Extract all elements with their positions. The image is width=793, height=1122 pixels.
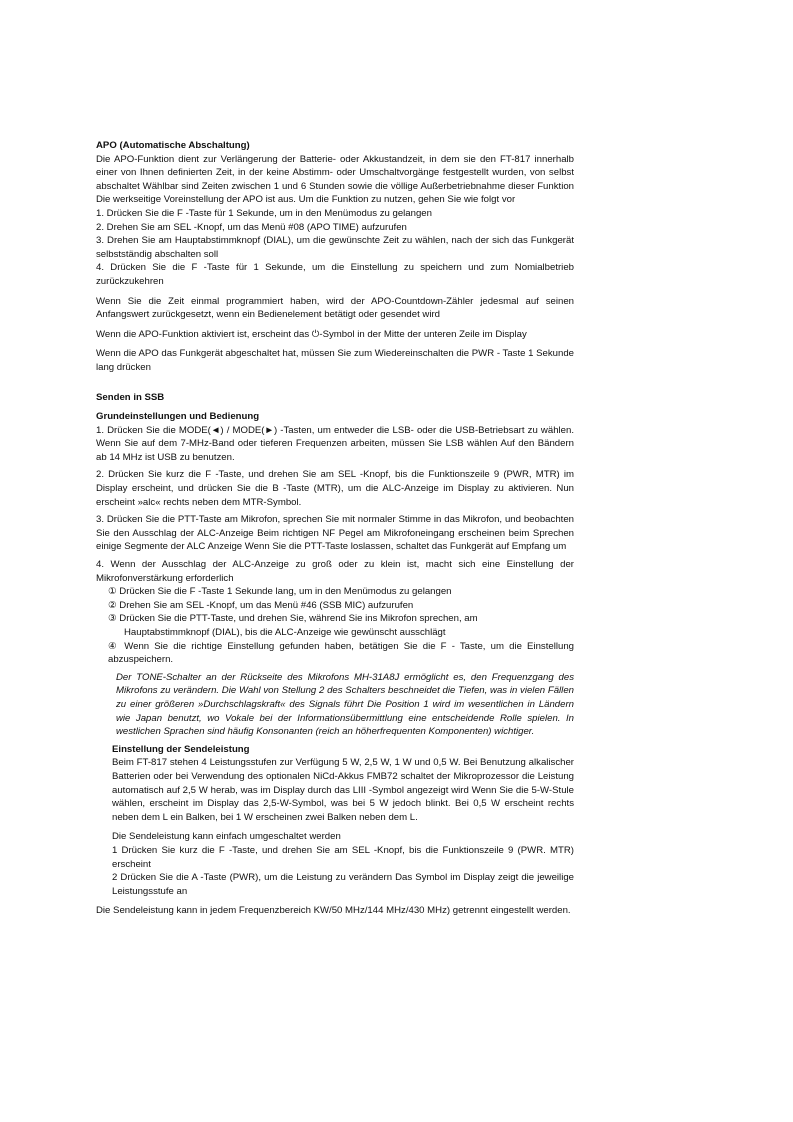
ssb-para-2: 2. Drücken Sie kurz die F -Taste, und drehen Sie am SEL -Knopf, bis die Funktionszeile 9 (PWR, MTR) im Display erscheint, und drücken Sie die B -Taste (MTR), um die ALC-Anzeige im Display zu aktivieren. Nun erscheint »alc« rechts neben dem MTR-Symbol. [96,469,574,508]
apo-step-4: 4. Drücken Sie die F -Taste für 1 Sekunde, um die Einstellung zu speichern und zum Nomialbetrieb zurückzukehren [96,262,574,287]
ssb-substep-3-cont: Hauptabstimmknopf (DIAL), bis die ALC-Anzeige wie gewünscht ausschlägt [124,627,446,638]
apo-heading: APO (Automatische Abschaltung) [96,140,250,151]
apo-step-3: 3. Drehen Sie am Hauptabstimmknopf (DIAL), um die gewünschte Zeit zu wählen, nach der sich das Funkgerät selbstständig abschalten soll [96,235,574,260]
apo-step-2: 2. Drehen Sie am SEL -Knopf, um das Menü #08 (APO TIME) aufzurufen [96,221,407,233]
power-para-4: 2 Drücken Sie die A -Taste (PWR), um die Leistung zu verändern Das Symbol im Display zeigt die jeweilige Leistungsstufe an [112,872,574,897]
apo-note-2: Wenn die APO-Funktion aktiviert ist, erscheint das ⏻-Symbol in der Mitte der unteren Zeile im Display [96,328,527,340]
ssb-substep-2: ② Drehen Sie am SEL -Knopf, um das Menü #46 (SSB MIC) aufzurufen [108,599,414,611]
apo-step-1: 1. Drücken Sie die F -Taste für 1 Sekunde, um in den Menümodus zu gelangen [96,207,432,219]
ssb-substep-3: ③ Drücken Sie die PTT-Taste, und drehen Sie, während Sie ins Mikrofon sprechen, am [108,613,478,625]
ssb-substep-4: ④ Wenn Sie die richtige Einstellung gefunden haben, betätigen Sie die F - Taste, um die Einstellung abzuspeichern. [108,640,574,666]
power-para-5: Die Sendeleistung kann in jedem Frequenzbereich KW/50 MHz/144 MHz/430 MHz) getrennt eingestellt werden. [96,905,571,917]
power-para-3: 1 Drücken Sie kurz die F -Taste, und drehen Sie am SEL -Knopf, bis die Funktionszeile 9 (PWR. MTR) erscheint [112,844,574,870]
page-content [96,139,574,918]
power-heading: Einstellung der Sendeleistung [112,743,250,755]
apo-note-1: Wenn Sie die Zeit einmal programmiert haben, wird der APO-Countdown-Zähler jedesmal auf seinen Anfangswert zurückgesetzt, wenn ein Bedienelement betätigt oder gesendet wird [96,295,574,321]
ssb-para-1: 1. Drücken Sie die MODE(◄) / MODE(►) -Tasten, um entweder die LSB- oder die USB-Betriebsart zu wählen. Wenn Sie auf dem 7-MHz-Band oder tieferen Frequenzen arbeiten, müssen Sie LSB wählen Auf den Bändern ab 14 MHz ist USB zu benutzen. [96,424,574,463]
apo-note-3: Wenn die APO das Funkgerät abgeschaltet hat, müssen Sie zum Wiedereinschalten die PWR - Taste 1 Sekunde lang drücken [96,348,574,373]
ssb-substep-1: ① Drücken Sie die F -Taste 1 Sekunde lang, um in den Menümodus zu gelangen [108,586,452,598]
power-para-2: Die Sendeleistung kann einfach umgeschaltet werden [112,831,341,843]
ssb-para-4: 4. Wenn der Ausschlag der ALC-Anzeige zu groß oder zu klein ist, macht sich eine Einstellung der Mikrofonverstärkung erforderlich [96,559,574,584]
ssb-para-3: 3. Drücken Sie die PTT-Taste am Mikrofon, sprechen Sie mit normaler Stimme in das Mikrofon, und beobachten Sie den Ausschlag der ALC-Anzeige Beim richtigen NF Pegel am Mikrofoneingang erscheinen beim Sprechen einige Segmente der ALC Anzeige Wenn Sie die PTT-Taste loslassen, schaltet das Funkgerät auf Empfang um [96,514,574,553]
apo-intro: Die APO-Funktion dient zur Verlängerung der Batterie- oder Akkustandzeit, in dem sie den FT-817 innerhalb einer von Ihnen definierten Zeit, in der keine Abstimm- oder Umschaltvorgänge festgestellt wurden, von selbst abschaltet Wählbar sind Zeiten zwischen 1 und 6 Stunden sowie die völlige Außerbetriebnahme dieser Funktion Die werkseitige Voreinstellung der APO ist aus. Um die Funktion zu nutzen, gehen Sie wie folgt vor [96,153,574,206]
power-para-1: Beim FT-817 stehen 4 Leistungsstufen zur Verfügung 5 W, 2,5 W, 1 W und 0,5 W. Bei Benutzung alkalischer Batterien oder bei Verwendung des optionalen NiCd-Akkus FMB72 schaltet der Mikroprozessor die Leistung automatisch auf 2,5 W herab, was im Display durch das LIII -Symbol angezeigt wird Wenn Sie die 5-W-Stule wählen, erscheint im Display das 2,5-W-Symbol, was bei 5 W jedoch blinkt. Bei 0,5 W erscheint rechts neben dem L ein Balken, bei 1 W erscheinen zwei Balken neben dem L. [112,757,574,823]
ssb-heading: Senden in SSB [96,391,165,403]
tone-switch-note: Der TONE-Schalter an der Rückseite des Mikrofons MH-31A8J ermöglicht es, den Frequenzgang des Mikrofons zu verändern. Die Wahl von Stellung 2 des Schalters beschneidet die Tiefen, was in vielen Fällen zu einer größeren »Durchschlagskraft« des Signals führt Die Position 1 wird im wesentlichen in Ländern wie Japan benutzt, wo Vokale bei der Informationsübermittlung eine entscheidende Rolle spielen. In westlichen Sprachen sind häufig Konsonanten (reich an höherfrequenten Komponenten) wichtiger. [116,671,574,738]
ssb-subheading: Grundeinstellungen und Bedienung [96,411,260,423]
